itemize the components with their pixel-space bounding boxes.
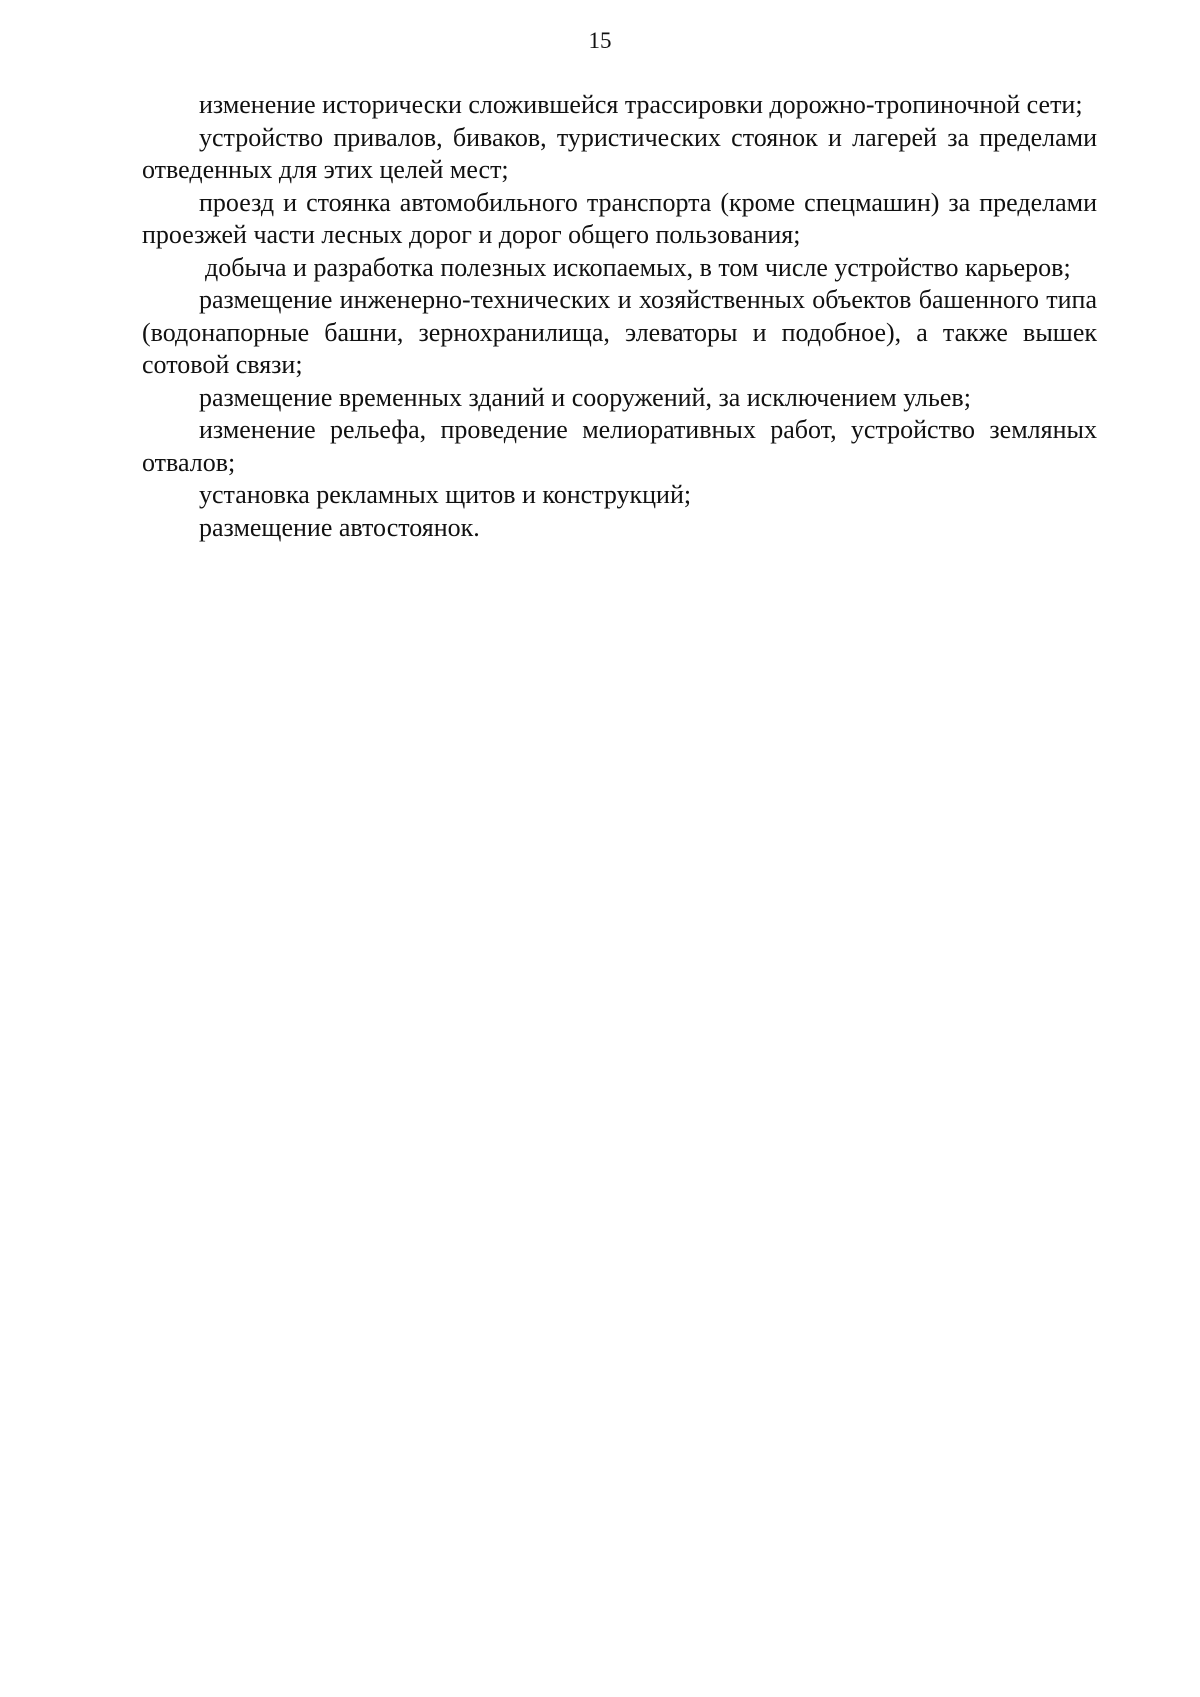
list-item: устройство привалов, биваков, туристических стоянок и лагерей за пределами отведенных для этих целей мест;	[142, 122, 1097, 184]
list-item: изменение исторически сложившейся трассировки дорожно-тропиночной сети;	[199, 90, 1083, 119]
document-body	[142, 89, 1097, 544]
list-item: размещение инженерно-технических и хозяйственных объектов башенного типа (водонапорные башни, зернохранилища, элеваторы и подобное), а также вышек сотовой связи;	[142, 285, 1097, 379]
list-item: размещение временных зданий и сооружений, за исключением ульев;	[199, 382, 971, 412]
list-item: проезд и стоянка автомобильного транспорта (кроме спецмашин) за пределами проезжей части лесных дорог и дорог общего пользования;	[142, 187, 1097, 249]
list-item: размещение автостоянок.	[199, 512, 480, 542]
list-item: добыча и разработка полезных ископаемых, в том числе устройство карьеров;	[205, 252, 1071, 282]
page-number: 15	[588, 28, 612, 53]
list-item: установка рекламных щитов и конструкций;	[199, 480, 692, 509]
list-item: изменение рельефа, проведение мелиоративных работ, устройство земляных отвалов;	[142, 415, 1097, 477]
